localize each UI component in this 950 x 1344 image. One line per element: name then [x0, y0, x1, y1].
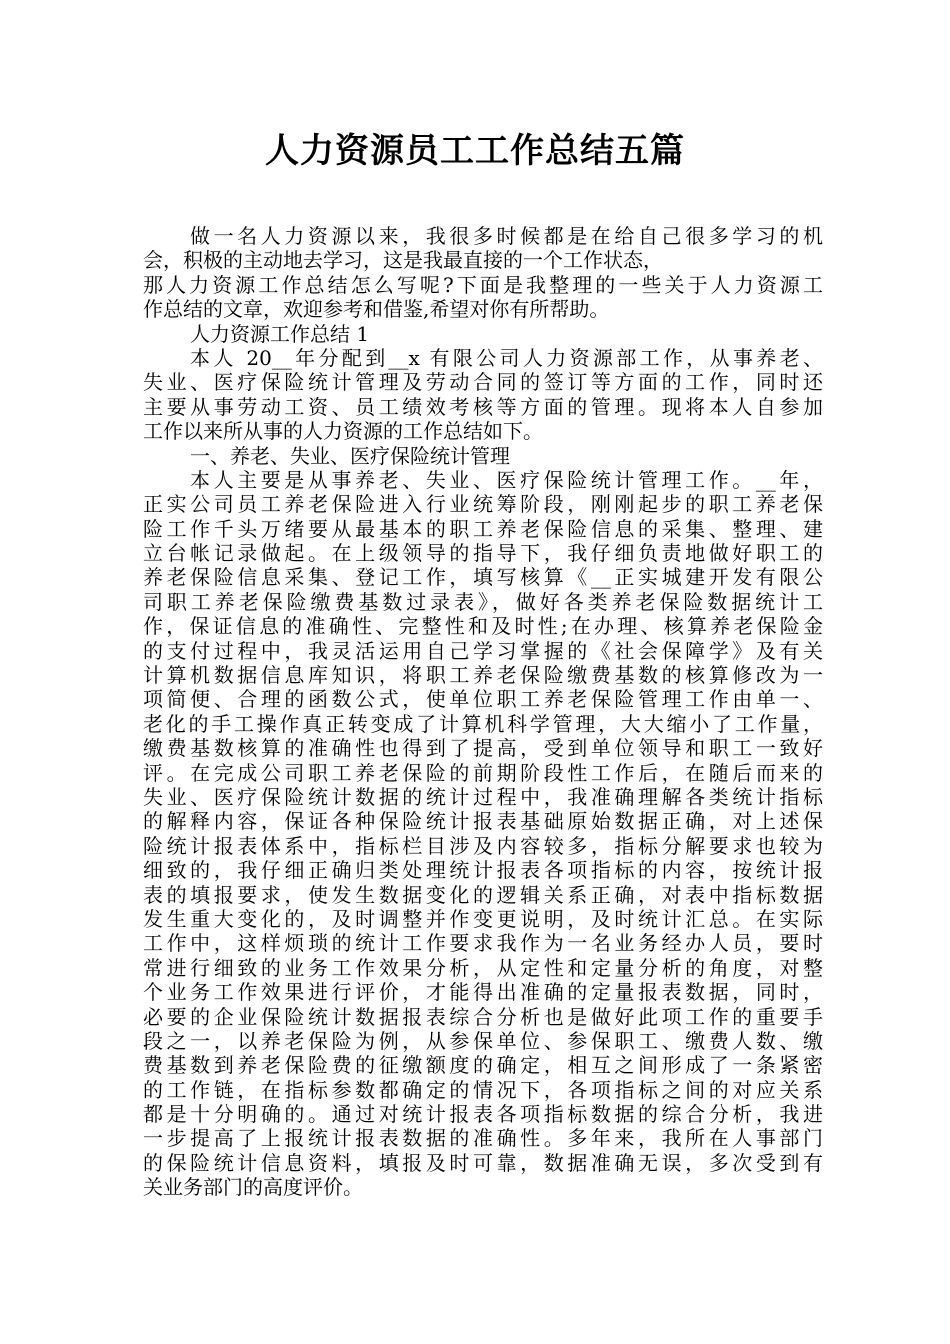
text-line: 必要的企业保险统计数据报表综合分析也是做好此项工作的重要手 [143, 1004, 823, 1029]
text-line: 的解释内容，保证各种保险统计报表基础原始数据正确，对上述保 [143, 809, 823, 834]
text-line: 失业、医疗保险统计管理及劳动合同的签订等方面的工作，同时还 [143, 370, 823, 395]
text-line: 关业务部门的高度评价。 [143, 1175, 363, 1200]
document-body [143, 224, 823, 1200]
text-line: 司职工养老保险缴费基数过录表》，做好各类养老保险数据统计工 [143, 589, 823, 614]
text-line: 都是十分明确的。通过对统计报表各项指标数据的综合分析，我进 [143, 1102, 823, 1127]
text-line: 费基数到养老保险费的征缴额度的确定，相互之间形成了一条紧密 [143, 1053, 823, 1078]
text-line: 缴费基数核算的准确性也得到了提高，受到单位领导和职工一致好 [143, 736, 823, 761]
text-line: 评。在完成公司职工养老保险的前期阶段性工作后，在随后而来的 [143, 760, 823, 785]
text-line: 项简便、合理的函数公式，使单位职工养老保险管理工作由单一、 [143, 687, 823, 712]
text-line: 工作以来所从事的人力资源的工作总结如下。 [143, 419, 543, 444]
text-line: 发生重大变化的，及时调整并作变更说明，及时统计汇总。在实际 [143, 906, 823, 931]
text-line: 正实公司员工养老保险进入行业统筹阶段，刚刚起步的职工养老保 [143, 492, 823, 517]
text-line: 的保险统计信息资料，填报及时可靠，数据准确无误，多次受到有 [143, 1150, 823, 1175]
text-line: 险统计报表体系中，指标栏目涉及内容较多，指标分解要求也较为 [143, 833, 823, 858]
text-line: 段之一，以养老保险为例，从参保单位、参保职工、缴费人数、缴 [143, 1028, 823, 1053]
text-line: 失业、医疗保险统计数据的统计过程中，我准确理解各类统计指标 [143, 784, 823, 809]
text-line: 险工作千头万绪要从最基本的职工养老保险信息的采集、整理、建 [143, 516, 823, 541]
document-title: 人力资源员工工作总结五篇 [265, 131, 685, 171]
text-line: 立台帐记录做起。在上级领导的指导下，我仔细负责地做好职工的 [143, 541, 823, 566]
text-line: 作，保证信息的准确性、完整性和及时性;在办理、核算养老保险金 [143, 614, 823, 639]
text-line: 主要从事劳动工资、员工绩效考核等方面的管理。现将本人自参加 [143, 394, 823, 419]
text-line: 养老保险信息采集、登记工作，填写核算《__正实城建开发有限公 [143, 565, 823, 590]
text-line: 一步提高了上报统计报表数据的准确性。多年来，我所在人事部门 [143, 1126, 823, 1151]
text-line: 老化的手工操作真正转变成了计算机科学管理，大大缩小了工作量， [143, 711, 823, 736]
text-line: 作总结的文章，欢迎参考和借鉴,希望对你有所帮助。 [143, 297, 610, 322]
text-line: 表的填报要求，使发生数据变化的逻辑关系正确，对表中指标数据 [143, 882, 823, 907]
text-line: 一、养老、失业、医疗保险统计管理 [190, 443, 510, 468]
text-line: 细致的，我仔细正确归类处理统计报表各项指标的内容，按统计报 [143, 858, 823, 883]
text-line: 工作中，这样烦琐的统计工作要求我作为一名业务经办人员，要时 [143, 931, 823, 956]
text-line: 会，积极的主动地去学习，这是我最直接的一个工作状态， [143, 248, 663, 273]
text-line: 那人力资源工作总结怎么写呢?下面是我整理的一些关于人力资源工 [143, 272, 823, 297]
text-line: 常进行细致的业务工作效果分析，从定性和定量分析的角度，对整 [143, 955, 823, 980]
text-line: 本人主要是从事养老、失业、医疗保险统计管理工作。__年， [190, 467, 823, 492]
text-line: 做一名人力资源以来，我很多时候都是在给自己很多学习的机 [190, 224, 823, 248]
text-line: 本人 20__年分配到__x 有限公司人力资源部工作，从事养老、 [190, 345, 823, 370]
text-line: 计算机数据信息库知识，将职工养老保险缴费基数的核算修改为一 [143, 663, 823, 688]
text-line: 个业务工作效果进行评价，才能得出准确的定量报表数据，同时， [143, 980, 823, 1005]
text-line: 的工作链，在指标参数都确定的情况下，各项指标之间的对应关系 [143, 1077, 823, 1102]
text-line: 人力资源工作总结 1 [190, 321, 370, 346]
text-line: 的支付过程中，我灵活运用自己学习掌握的《社会保障学》及有关 [143, 638, 823, 663]
